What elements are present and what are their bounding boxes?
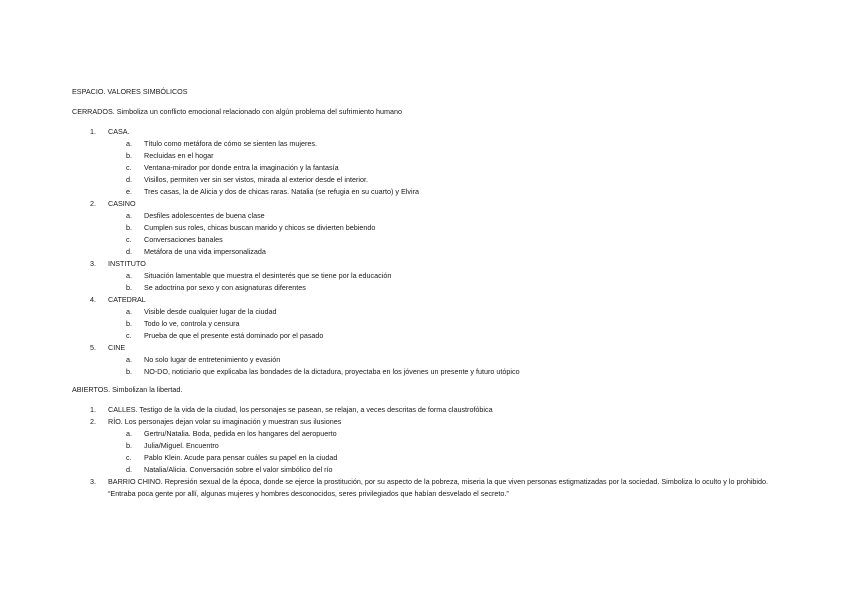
list-number: 3. [90, 259, 96, 268]
section-barrio-chino: BARRIO CHINO. Represión sexual de la época, donde se ejerce la prostitución, por su aspecto de la pobreza, miseria la que viven personas estigmatizadas por la sociedad. Simboliza lo oculto y lo prohibido. “Entraba poca gente por allí, algunas mujeres y hombres desconocidos, seres privilegiados que habían desvelado el secreto.” [108, 477, 769, 498]
list-number: 1. [90, 127, 96, 136]
section-label-cine: CINE [108, 343, 126, 352]
list-letter: d. [126, 247, 132, 256]
abiertos-intro: ABIERTOS. Simbolizan la libertad. [72, 385, 183, 394]
list-item: Se adoctrina por sexo y con asignaturas diferentes [144, 283, 306, 292]
list-item: Visible desde cualquier lugar de la ciudad [144, 307, 277, 316]
section-label-catedral: CATEDRAL [108, 295, 146, 304]
list-number: 2. [90, 417, 96, 426]
list-item: Todo lo ve, controla y censura [144, 319, 240, 328]
list-letter: d. [126, 465, 132, 474]
list-item: Título como metáfora de cómo se sienten las mujeres. [144, 139, 317, 148]
list-number: 2. [90, 199, 96, 208]
list-item: Visillos, permiten ver sin ser vistos, mirada al exterior desde el interior. [144, 175, 368, 184]
heading: ESPACIO. VALORES SIMBÓLICOS [72, 87, 188, 96]
list-letter: d. [126, 175, 132, 184]
list-letter: b. [126, 223, 132, 232]
list-letter: b. [126, 441, 132, 450]
section-label-instituto: INSTITUTO [108, 259, 146, 268]
list-letter: b. [126, 283, 132, 292]
list-letter: b. [126, 151, 132, 160]
list-letter: b. [126, 367, 132, 376]
list-letter: a. [126, 355, 132, 364]
list-item: Recluidas en el hogar [144, 151, 214, 160]
section-label-casino: CASINO [108, 199, 136, 208]
list-letter: e. [126, 187, 132, 196]
list-letter: b. [126, 319, 132, 328]
list-letter: a. [126, 211, 132, 220]
list-item: Julia/Miguel. Encuentro [144, 441, 219, 450]
list-number: 5. [90, 343, 96, 352]
list-letter: a. [126, 307, 132, 316]
cerrados-intro: CERRADOS. Simboliza un conflicto emocional relacionado con algún problema del sufrimiento humano [72, 107, 402, 116]
list-item: Cumplen sus roles, chicas buscan marido y chicos se divierten bebiendo [144, 223, 376, 232]
list-letter: c. [126, 331, 132, 340]
list-letter: a. [126, 429, 132, 438]
list-item: Natalia/Alicia. Conversación sobre el valor simbólico del río [144, 465, 333, 474]
list-letter: c. [126, 235, 132, 244]
list-letter: a. [126, 271, 132, 280]
list-item: Desfiles adolescentes de buena clase [144, 211, 265, 220]
section-calles: CALLES. Testigo de la vida de la ciudad, los personajes se pasean, se relajan, a veces descritas de forma claustrofóbica [108, 405, 493, 414]
list-number: 3. [90, 477, 96, 486]
list-item: Conversaciones banales [144, 235, 223, 244]
list-letter: a. [126, 139, 132, 148]
list-number: 1. [90, 405, 96, 414]
section-label-casa: CASA. [108, 127, 130, 136]
list-item: Metáfora de una vida impersonalizada [144, 247, 266, 256]
list-item: Situación lamentable que muestra el desinterés que se tiene por la educación [144, 271, 392, 280]
list-item: NO-DO, noticiario que explicaba las bondades de la dictadura, proyectaba en los jóvenes un presente y futuro utópico [144, 367, 520, 376]
list-item: Tres casas, la de Alicia y dos de chicas raras. Natalia (se refugia en su cuarto) y Elvira [144, 187, 419, 196]
list-item: Gertru/Natalia. Boda, pedida en los hangares del aeropuerto [144, 429, 337, 438]
list-item: Pablo Klein. Acude para pensar cuáles su papel en la ciudad [144, 453, 338, 462]
list-letter: c. [126, 163, 132, 172]
section-rio: RÍO. Los personajes dejan volar su imaginación y muestran sus ilusiones [108, 417, 342, 426]
list-item: Prueba de que el presente está dominado por el pasado [144, 331, 324, 340]
list-number: 4. [90, 295, 96, 304]
list-letter: c. [126, 453, 132, 462]
list-item: No solo lugar de entretenimiento y evasión [144, 355, 281, 364]
list-item: Ventana-mirador por donde entra la imaginación y la fantasía [144, 163, 339, 172]
